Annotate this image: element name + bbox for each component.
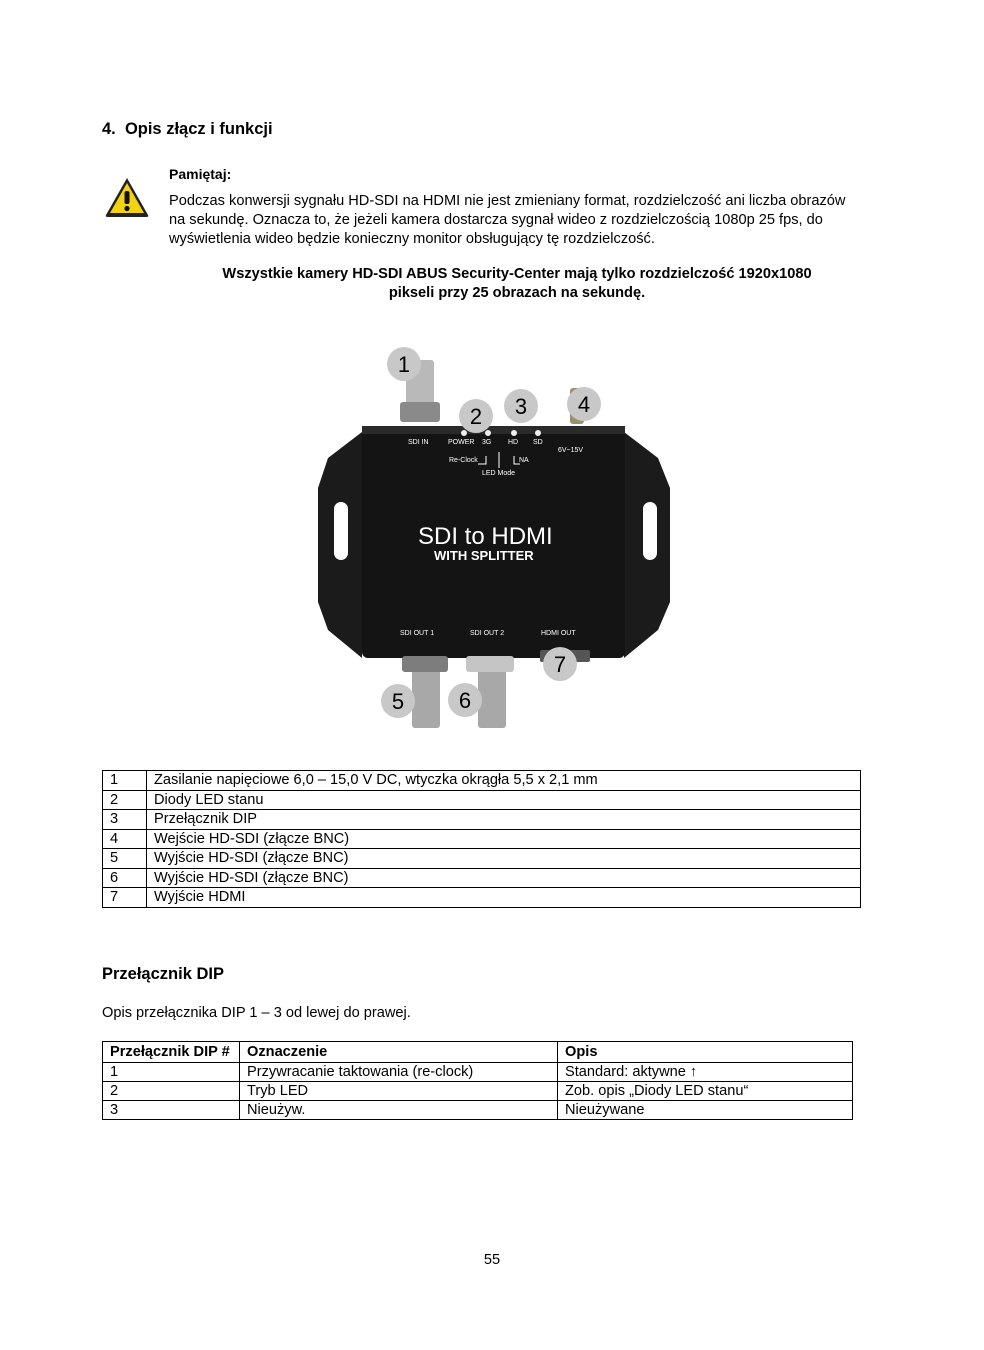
row-description: Wejście HD-SDI (złącze BNC) — [147, 829, 861, 849]
row-number: 5 — [103, 849, 147, 869]
table-row — [103, 888, 861, 908]
row-number: 6 — [103, 868, 147, 888]
connectors-table — [102, 770, 861, 908]
table-row — [103, 1063, 853, 1082]
dip-label: Tryb LED — [240, 1082, 558, 1101]
table-row — [103, 849, 861, 869]
row-description: Przełącznik DIP — [147, 810, 861, 830]
note-title: Pamiętaj: — [169, 166, 232, 182]
header-label: Oznaczenie — [240, 1042, 558, 1063]
header-dip-number: Przełącznik DIP # — [103, 1042, 240, 1063]
device-subtitle: WITH SPLITTER — [434, 548, 534, 563]
table-row — [103, 1082, 853, 1101]
table-row — [103, 868, 861, 888]
table-row — [103, 771, 861, 791]
dip-number: 2 — [103, 1082, 240, 1101]
label-sdi-in: SDI IN — [408, 439, 429, 446]
label-dc: 6V~15V — [558, 447, 584, 454]
bold-line-1: Wszystkie kamery HD-SDI ABUS Security-Center mają tylko rozdzielczość 1920x1080 — [222, 266, 812, 282]
label-led-mode: LED Mode — [482, 470, 516, 477]
label-pc-usb: PC-USB — [374, 873, 381, 900]
callout-6: 6 — [458, 688, 472, 713]
note-bold-statement — [180, 265, 854, 303]
label-na: NA — [519, 457, 529, 464]
row-description: Wyjście HD-SDI (złącze BNC) — [147, 868, 861, 888]
bold-line-2: pikseli przy 25 obrazach na sekundę. — [388, 285, 646, 301]
dip-description: Opis przełącznika DIP 1 – 3 od lewej do prawej. — [102, 1005, 411, 1021]
callout-4: 4 — [577, 392, 591, 417]
callout-7: 7 — [553, 652, 567, 677]
table-row — [103, 810, 861, 830]
callout-1: 1 — [397, 352, 411, 377]
label-hdmi-out: HDMI OUT — [541, 630, 576, 637]
label-sdi-out-1: SDI OUT 1 — [400, 630, 435, 637]
table-row — [103, 1101, 853, 1120]
row-description: Diody LED stanu — [147, 790, 861, 810]
row-description: Zasilanie napięciowe 6,0 – 15,0 V DC, wtyczka okrągła 5,5 x 2,1 mm — [147, 771, 861, 791]
label-reclock: Re-Clock — [449, 457, 478, 464]
dip-number: 3 — [103, 1101, 240, 1120]
dip-heading: Przełącznik DIP — [102, 965, 224, 983]
dip-desc: Nieużywane — [558, 1101, 853, 1120]
row-number: 4 — [103, 829, 147, 849]
dip-label: Nieużyw. — [240, 1101, 558, 1120]
section-number: 4. — [102, 120, 116, 138]
row-number: 2 — [103, 790, 147, 810]
dip-table — [102, 1041, 853, 1120]
section-title: Opis złącz i funkcji — [124, 120, 273, 138]
label-sdi-out-2: SDI OUT 2 — [470, 630, 505, 637]
callout-3: 3 — [514, 394, 528, 419]
row-number: 3 — [103, 810, 147, 830]
callout-5: 5 — [391, 689, 405, 714]
label-hd: HD — [508, 439, 519, 446]
table-row — [103, 829, 861, 849]
header-description: Opis — [558, 1042, 853, 1063]
row-description: Wyjście HDMI — [147, 888, 861, 908]
dip-desc: Standard: aktywne ↑ — [558, 1063, 853, 1082]
table-row — [103, 790, 861, 810]
dip-number: 1 — [103, 1063, 240, 1082]
callout-2: 2 — [469, 404, 483, 429]
dip-label: Przywracanie taktowania (re-clock) — [240, 1063, 558, 1082]
row-number: 1 — [103, 771, 147, 791]
note-body: Podczas konwersji sygnału HD-SDI na HDMI nie jest zmieniany format, rozdzielczość ani liczba obrazów na sekundę. Oznacza to, że jeżeli kamera dostarcza sygnał wideo z rozdzielczością 1080p 25 fps, do wyświetlenia wideo będzie konieczny monitor obsługujący tę rozdzielczość. — [169, 193, 846, 247]
section-heading — [102, 120, 273, 139]
label-sd: SD — [533, 439, 543, 446]
warning-triangle-icon — [104, 176, 150, 218]
device-title: SDI to HDMI — [418, 523, 553, 550]
page-number: 55 — [483, 1252, 501, 1268]
dip-desc: Zob. opis „Diody LED stanu“ — [558, 1082, 853, 1101]
label-3g: 3G — [482, 439, 492, 446]
table-header-row — [103, 1042, 853, 1063]
label-power: POWER — [448, 439, 475, 446]
row-number: 7 — [103, 888, 147, 908]
row-description: Wyjście HD-SDI (złącze BNC) — [147, 849, 861, 869]
